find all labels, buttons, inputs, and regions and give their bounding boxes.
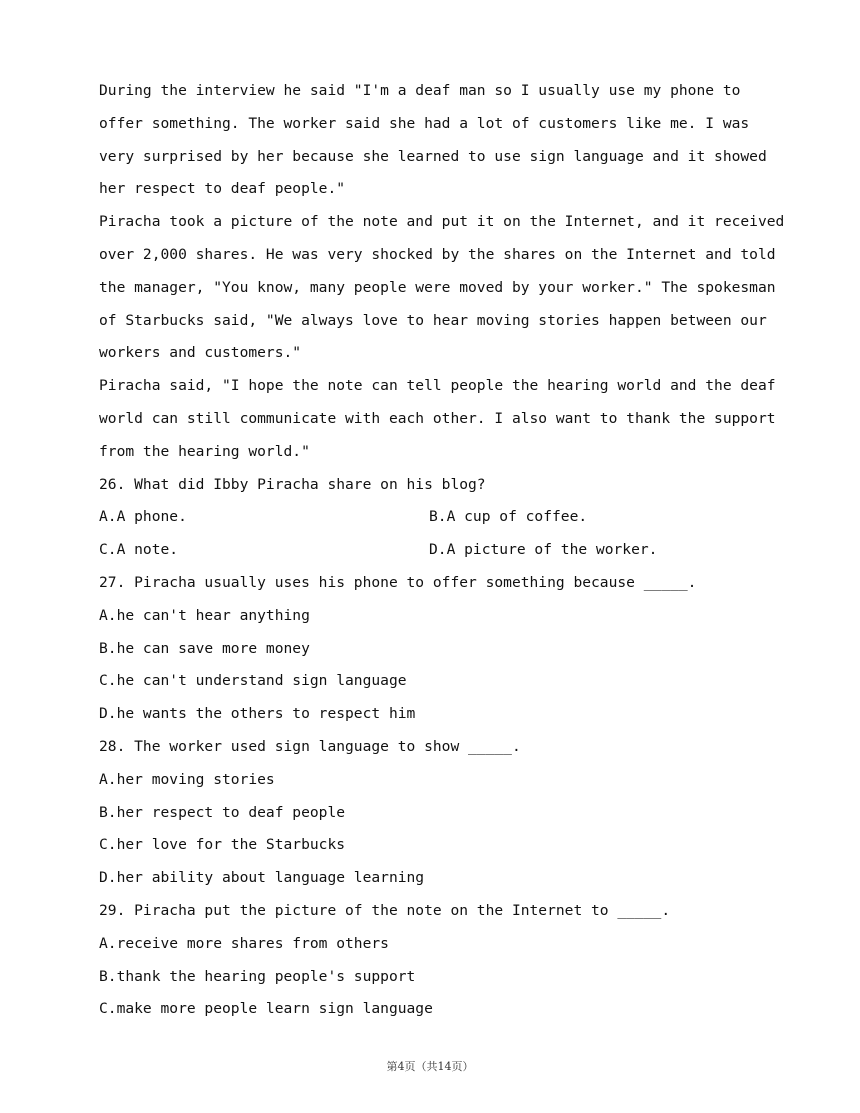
passage-line: from the hearing world." bbox=[99, 442, 310, 460]
question-stem: 27. Piracha usually uses his phone to offer something because _____. bbox=[99, 573, 697, 591]
question-28 bbox=[99, 731, 769, 895]
option-a: A.receive more shares from others bbox=[99, 934, 389, 952]
option-c: C.her love for the Starbucks bbox=[99, 836, 346, 854]
passage bbox=[99, 75, 785, 469]
option-b: B.he can save more money bbox=[99, 639, 310, 657]
passage-line: offer something. The worker said she had a lot of customers like me. I was bbox=[99, 114, 750, 132]
option-row bbox=[99, 534, 769, 567]
passage-line: of Starbucks said, "We always love to hear moving stories happen between our bbox=[99, 311, 767, 329]
option-b: B.her respect to deaf people bbox=[99, 803, 346, 821]
passage-line: very surprised by her because she learned to use sign language and it showed bbox=[99, 147, 767, 165]
option-row bbox=[99, 501, 769, 534]
passage-line: Piracha said, "I hope the note can tell people the hearing world and the deaf bbox=[99, 377, 776, 395]
passage-line: the manager, "You know, many people were moved by your worker." The spokesman bbox=[99, 278, 776, 296]
option-d: D.her ability about language learning bbox=[99, 869, 425, 887]
question-stem: 29. Piracha put the picture of the note on the Internet to _____. bbox=[99, 901, 671, 919]
document-page bbox=[99, 75, 785, 1026]
option-a: A.A phone. bbox=[99, 508, 187, 526]
passage-line: over 2,000 shares. He was very shocked by the shares on the Internet and told bbox=[99, 245, 776, 263]
question-stem: 28. The worker used sign language to show _____. bbox=[99, 737, 521, 755]
option-c: C.make more people learn sign language bbox=[99, 1000, 433, 1018]
passage-line: During the interview he said "I'm a deaf man so I usually use my phone to bbox=[99, 82, 741, 99]
option-b: B.thank the hearing people's support bbox=[99, 967, 416, 985]
passage-line: workers and customers." bbox=[99, 344, 302, 362]
passage-line: world can still communicate with each other. I also want to thank the support bbox=[99, 409, 776, 427]
question-29 bbox=[99, 895, 769, 1026]
passage-line: her respect to deaf people." bbox=[99, 180, 346, 198]
option-a: A.her moving stories bbox=[99, 770, 275, 788]
option-c: C.he can't understand sign language bbox=[99, 672, 407, 690]
option-d: D.A picture of the worker. bbox=[429, 541, 658, 559]
option-c: C.A note. bbox=[99, 541, 179, 559]
question-27 bbox=[99, 567, 769, 731]
option-d: D.he wants the others to respect him bbox=[99, 705, 416, 723]
option-a: A.he can't hear anything bbox=[99, 606, 310, 624]
option-b: B.A cup of coffee. bbox=[429, 508, 588, 526]
question-26 bbox=[99, 469, 769, 567]
passage-line: Piracha took a picture of the note and put it on the Internet, and it received bbox=[99, 213, 785, 231]
question-stem: 26. What did Ibby Piracha share on his blog? bbox=[99, 475, 486, 493]
page-number-footer: 第4页（共14页） bbox=[386, 1060, 474, 1073]
